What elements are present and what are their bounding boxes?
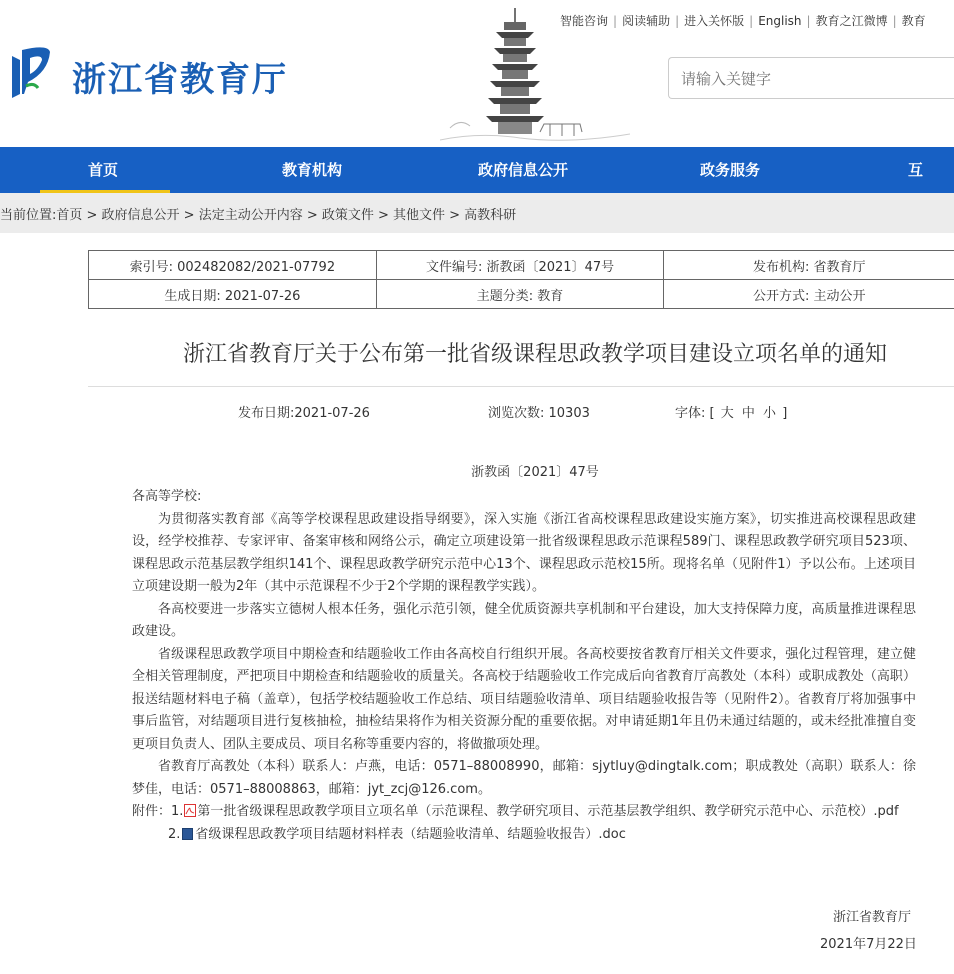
nav-interaction[interactable]: 互: [908, 161, 924, 179]
link-care-version[interactable]: 进入关怀版: [684, 14, 745, 28]
paragraph: 各高校要进一步落实立德树人根本任务，强化示范引领，健全优质资源共享机制和平台建设，加大支持保障力度，高质量推进课程思政建设。: [132, 601, 916, 639]
title-divider: [88, 386, 954, 387]
font-small-button[interactable]: 小: [763, 406, 777, 421]
nav-institutions[interactable]: 教育机构: [282, 161, 343, 179]
font-size-label: 字体: [: [675, 406, 715, 421]
link-weibo[interactable]: 教育之江微博: [815, 14, 888, 28]
meta-org: 发布机构: 省教育厅: [664, 251, 954, 280]
font-medium-button[interactable]: 中: [741, 406, 755, 421]
attachment-2-number: 2.: [168, 826, 181, 842]
meta-table: [88, 250, 954, 309]
font-size-bracket: ]: [782, 406, 788, 421]
nav-services[interactable]: 政务服务: [700, 161, 761, 179]
font-large-button[interactable]: 大: [720, 406, 734, 421]
meta-index-no: 索引号: 002482082/2021-07792: [89, 251, 377, 280]
pdf-icon: [184, 804, 196, 817]
link-english[interactable]: English: [758, 14, 802, 28]
paragraph: 省级课程思政教学项目中期检查和结题验收工作由各高校自行组织开展。各高校要按省教育厅相关文件要求，强化过程管理，建立健全相关管理制度，严把项目中期检查和结题验收的质量关。各高校于结题验收工作完成后向省教育厅高教处（本科）或职成教处（高职）报送结题材料电子稿（盖章），包括学校结题验收工作总结、项目结题验收清单、项目结题验收报告等（见附件2）。省教育厅将加强事中事后监管，对结题项目进行复核抽检，抽检结果将作为相关资源分配的重要依据。对申请延期1年且仍未通过结题的，或未经批准擅自变更项目负责人、团队主要成员、项目名称等重要内容的，将做撤项处理。: [132, 646, 916, 752]
doc-icon: [182, 828, 193, 840]
pagoda-illustration: [440, 8, 630, 148]
paragraph: 省教育厅高教处（本科）联系人：卢燕，电话：0571–88008990，邮箱：sjytluy@dingtalk.com；职成教处（高职）联系人：徐梦佳，电话：0571–88008863，邮箱：jyt_zcj@126.com。: [132, 759, 916, 797]
signature-org: 浙江省教育厅: [833, 910, 912, 925]
view-count: 浏览次数: 10303: [488, 406, 590, 421]
search-input[interactable]: [679, 58, 943, 100]
attachment-2-line: [132, 824, 916, 847]
attachment-2-link[interactable]: 省级课程思政教学项目结题材料样表（结题验收清单、结题验收报告）.doc: [195, 826, 626, 842]
attachment-label: 附件：: [132, 804, 172, 819]
meta-open-mode: 公开方式: 主动公开: [664, 280, 954, 309]
signature-date: 2021年7月22日: [820, 937, 917, 952]
breadcrumb[interactable]: 当前位置:首页 > 政府信息公开 > 法定主动公开内容 > 政策文件 > 其他文件 > 高教科研: [0, 208, 517, 223]
attachment-1-line: [132, 801, 916, 824]
meta-file-no: 文件编号: 浙教函〔2021〕47号: [376, 251, 664, 280]
font-size-switcher: [675, 402, 787, 421]
attachment-1-link[interactable]: 第一批省级课程思政教学项目立项名单（示范课程、教学研究项目、示范基层教学组织、教学研究示范中心、示范校）.pdf: [197, 804, 899, 819]
nav-gov-info[interactable]: 政府信息公开: [478, 161, 569, 179]
site-name[interactable]: 浙江省教育厅: [72, 60, 288, 100]
paragraph: 为贯彻落实教育部《高等学校课程思政建设指导纲要》，深入实施《浙江省高校课程思政建设实施方案》，切实推进高校课程思政建设，经学校推荐、专家评审、备案审核和网络公示，确定立项建设第一批省级课程思政示范课程589门、课程思政教学研究项目523项、课程思政示范基层教学组织141个、课程思政教学研究示范中心13个、课程思政示范校15所。现将名单（见附件1）予以公布。上述项目立项建设期一般为2年（其中示范课程不少于2个学期的课程教学实践）。: [132, 511, 916, 594]
link-more[interactable]: 教育: [901, 14, 926, 28]
breadcrumb-bar: [0, 193, 954, 233]
main-nav: [0, 147, 954, 193]
document-number: 浙教函〔2021〕47号: [471, 465, 599, 480]
search-box: [668, 57, 954, 99]
salutation: 各高等学校:: [132, 489, 202, 504]
link-reading-aid[interactable]: 阅读辅助: [622, 14, 671, 28]
meta-category: 主题分类: 教育: [376, 280, 664, 309]
nav-home[interactable]: 首页: [88, 161, 119, 179]
link-smart-consult[interactable]: 智能咨询: [560, 14, 609, 28]
page-title: 浙江省教育厅关于公布第一批省级课程思政教学项目建设立项名单的通知: [182, 342, 887, 367]
logo-icon: [8, 42, 52, 100]
attachment-1-number: 1.: [171, 804, 184, 819]
meta-created: 生成日期: 2021-07-26: [89, 280, 377, 309]
publish-date: 发布日期:2021-07-26: [238, 406, 370, 421]
top-links: 智能咨询 | 阅读辅助 | 进入关怀版 | English | 教育之江微博 | 教育: [560, 14, 926, 28]
article-body: [132, 486, 916, 846]
